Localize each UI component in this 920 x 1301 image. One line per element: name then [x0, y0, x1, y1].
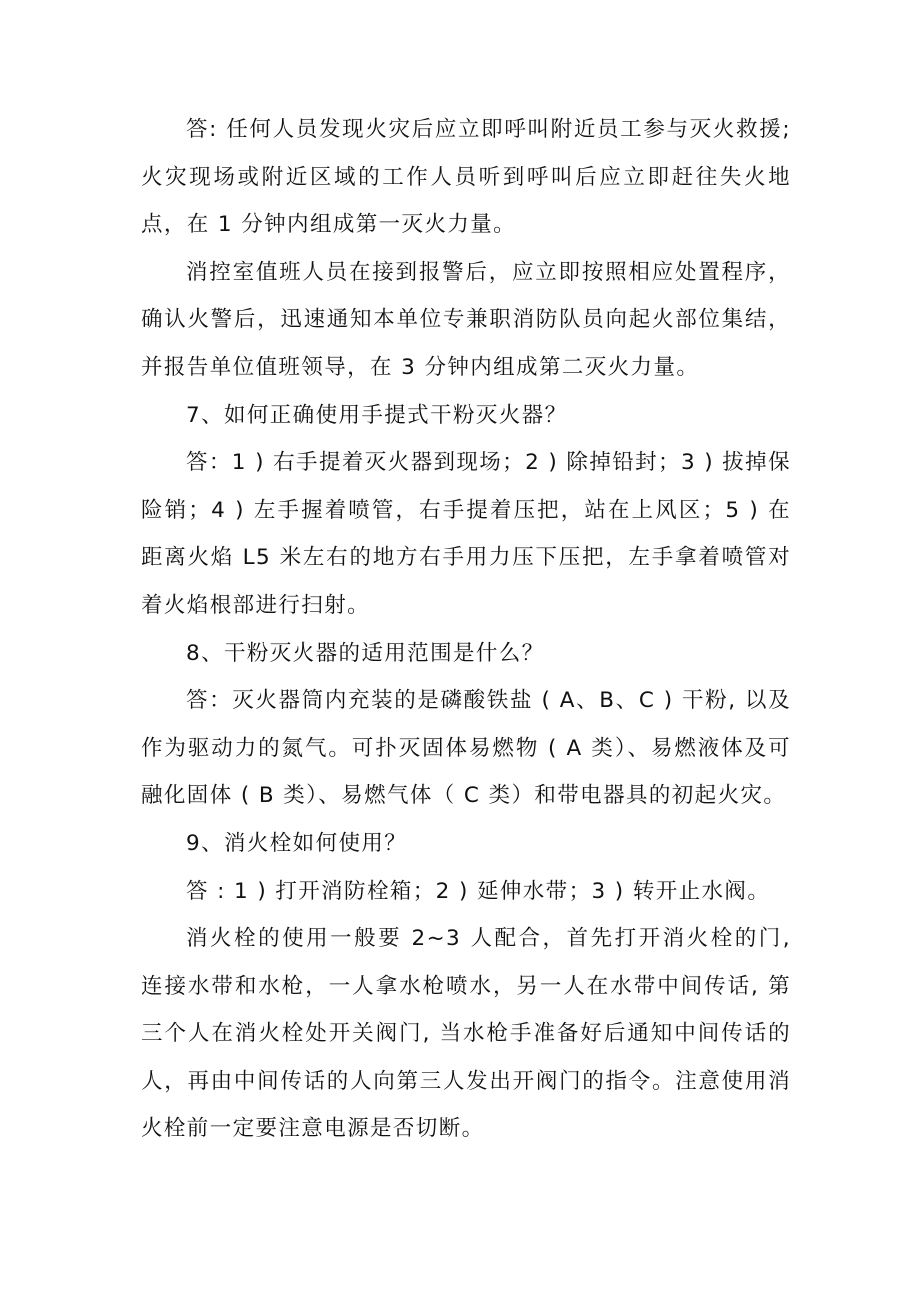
- answer-7: 答：1 ) 右手提着灭火器到现场；2 ) 除掉铅封；3 ) 拔掉保险销；4 ) 左手握着喷管，右手提着压把，站在上风区；5 ) 在距离火焰 L5 米左右的地方右手用力压下压把，左手拿着喷管对着火焰根部进行扫射。: [141, 450, 791, 618]
- paragraph-hydrant-usage: 消火栓的使用一般要 2~3 人配合，首先打开消火栓的门, 连接水带和水枪，一人拿水枪喷水，另一人在水带中间传话, 第三个人在消火栓处开关阀门, 当水枪手准备好后通知中间传话的人，再由中间传话的人向第三人发出开阀门的指令。注意使用消火栓前一定要注意电源是否切断。: [141, 926, 791, 1142]
- question-7: 7、如何正确使用手提式干粉灭火器？: [186, 402, 568, 428]
- question-9: 9、消火栓如何使用？: [186, 830, 408, 856]
- answer-9: 答 : 1 ) 打开消防栓箱；2 ) 延伸水带；3 ) 转开止水阀。: [186, 878, 771, 904]
- paragraph-answer-response: 答: 任何人员发现火灾后应立即呼叫附近员工参与灭火救援; 火灾现场或附近区域的工作人员听到呼叫后应立即赶往失火地点，在 1 分钟内组成第一灭火力量。: [141, 117, 791, 238]
- document-page: [141, 106, 791, 1153]
- answer-8: 答：灭火器筒内充装的是磷酸铁盐 ( A、B、C ) 干粉, 以及作为驱动力的氮气。可扑灭固体易燃物 ( A 类）、易燃液体及可融化固体 ( B 类）、易燃气体（ C 类）和带电器具的初起火灾。: [141, 688, 791, 809]
- question-8: 8、干粉灭火器的适用范围是什么？: [186, 640, 545, 666]
- paragraph-control-room: 消控室值班人员在接到报警后，应立即按照相应处置程序，确认火警后，迅速通知本单位专兼职消防队员向起火部位集结，并报告单位值班领导，在 3 分钟内组成第二灭火力量。: [141, 259, 791, 380]
